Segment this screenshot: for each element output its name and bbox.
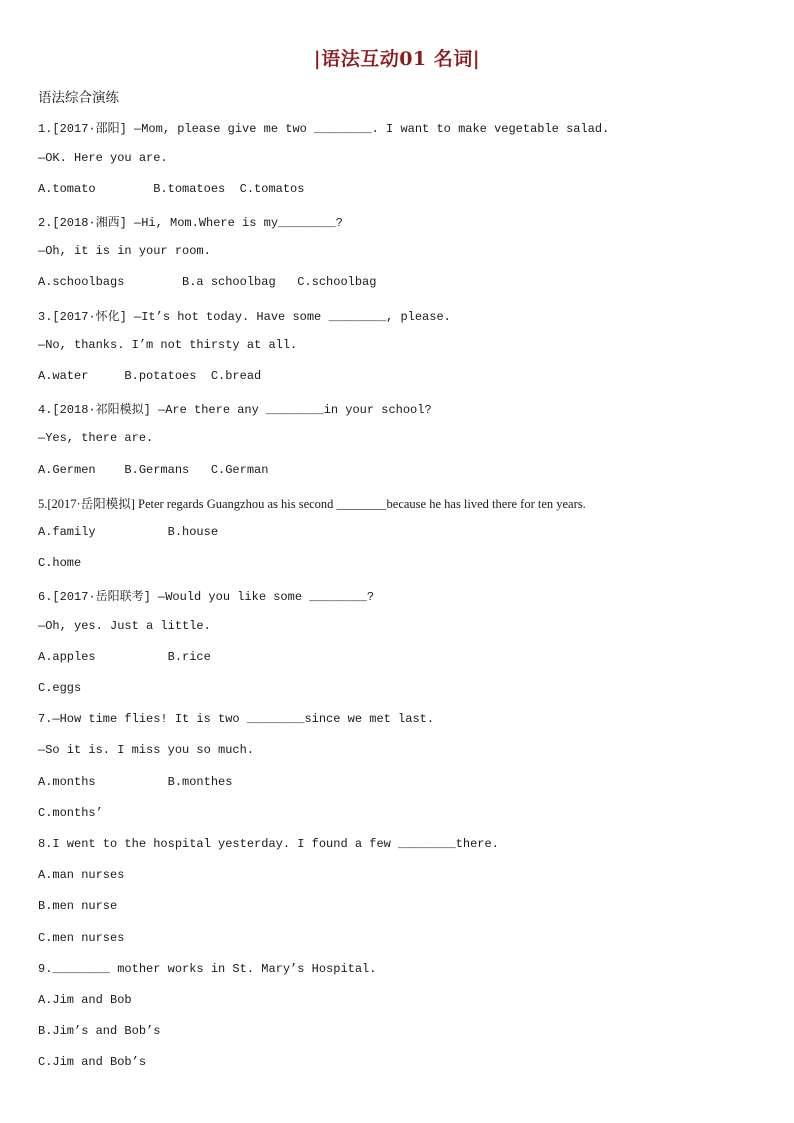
question-line: A.tomato B.tomatoes C.tomatos (38, 182, 305, 196)
question-line: 6.[2017·岳阳联考] —Would you like some ________? (38, 590, 375, 604)
question-line: A.months B.monthes (38, 775, 233, 789)
question-line: —OK. Here you are. (38, 151, 168, 165)
question-line: A.schoolbags B.a schoolbag C.schoolbag (38, 275, 377, 289)
question-line: —Oh, it is in your room. (38, 244, 211, 258)
question-line: A.family B.house (38, 525, 219, 539)
question-line: 3.[2017·怀化] —It’s hot today. Have some ________, please. (38, 310, 451, 324)
question-line: —Oh, yes. Just a little. (38, 619, 211, 633)
question-line: C.eggs (38, 681, 82, 695)
question-line: 5.[2017·岳阳模拟] Peter regards Guangzhou as his second ________because he has lived there for ten years. (38, 497, 586, 511)
question-line: 2.[2018·湘西] —Hi, Mom.Where is my________? (38, 216, 343, 230)
question-line: —No, thanks. I’m not thirsty at all. (38, 338, 298, 352)
question-line: 4.[2018·祁阳模拟] —Are there any ________in your school? (38, 403, 432, 417)
question-line: B.men nurse (38, 899, 118, 913)
page-title: |语法互动01 名词| (313, 48, 481, 70)
question-line: 8.I went to the hospital yesterday. I found a few ________there. (38, 837, 499, 851)
question-line: A.water B.potatoes C.bread (38, 369, 262, 383)
question-line: A.Jim and Bob (38, 993, 132, 1007)
question-line: C.men nurses (38, 931, 125, 945)
question-line: 1.[2017·邵阳] —Mom, please give me two ________. I want to make vegetable salad. (38, 122, 610, 136)
question-line: 9.________ mother works in St. Mary’s Hospital. (38, 962, 377, 976)
question-line: A.Germen B.Germans C.German (38, 463, 269, 477)
question-line: C.Jim and Bob’s (38, 1055, 147, 1069)
question-line: —So it is. I miss you so much. (38, 743, 255, 757)
section-heading: 语法综合演练 (38, 90, 119, 106)
question-line: C.home (38, 556, 82, 570)
question-line: B.Jim’s and Bob’s (38, 1024, 161, 1038)
question-line: A.man nurses (38, 868, 125, 882)
question-line: 7.—How time flies! It is two ________since we met last. (38, 712, 435, 726)
question-line: C.months’ (38, 806, 103, 820)
question-line: —Yes, there are. (38, 431, 154, 445)
question-line: A.apples B.rice (38, 650, 211, 664)
